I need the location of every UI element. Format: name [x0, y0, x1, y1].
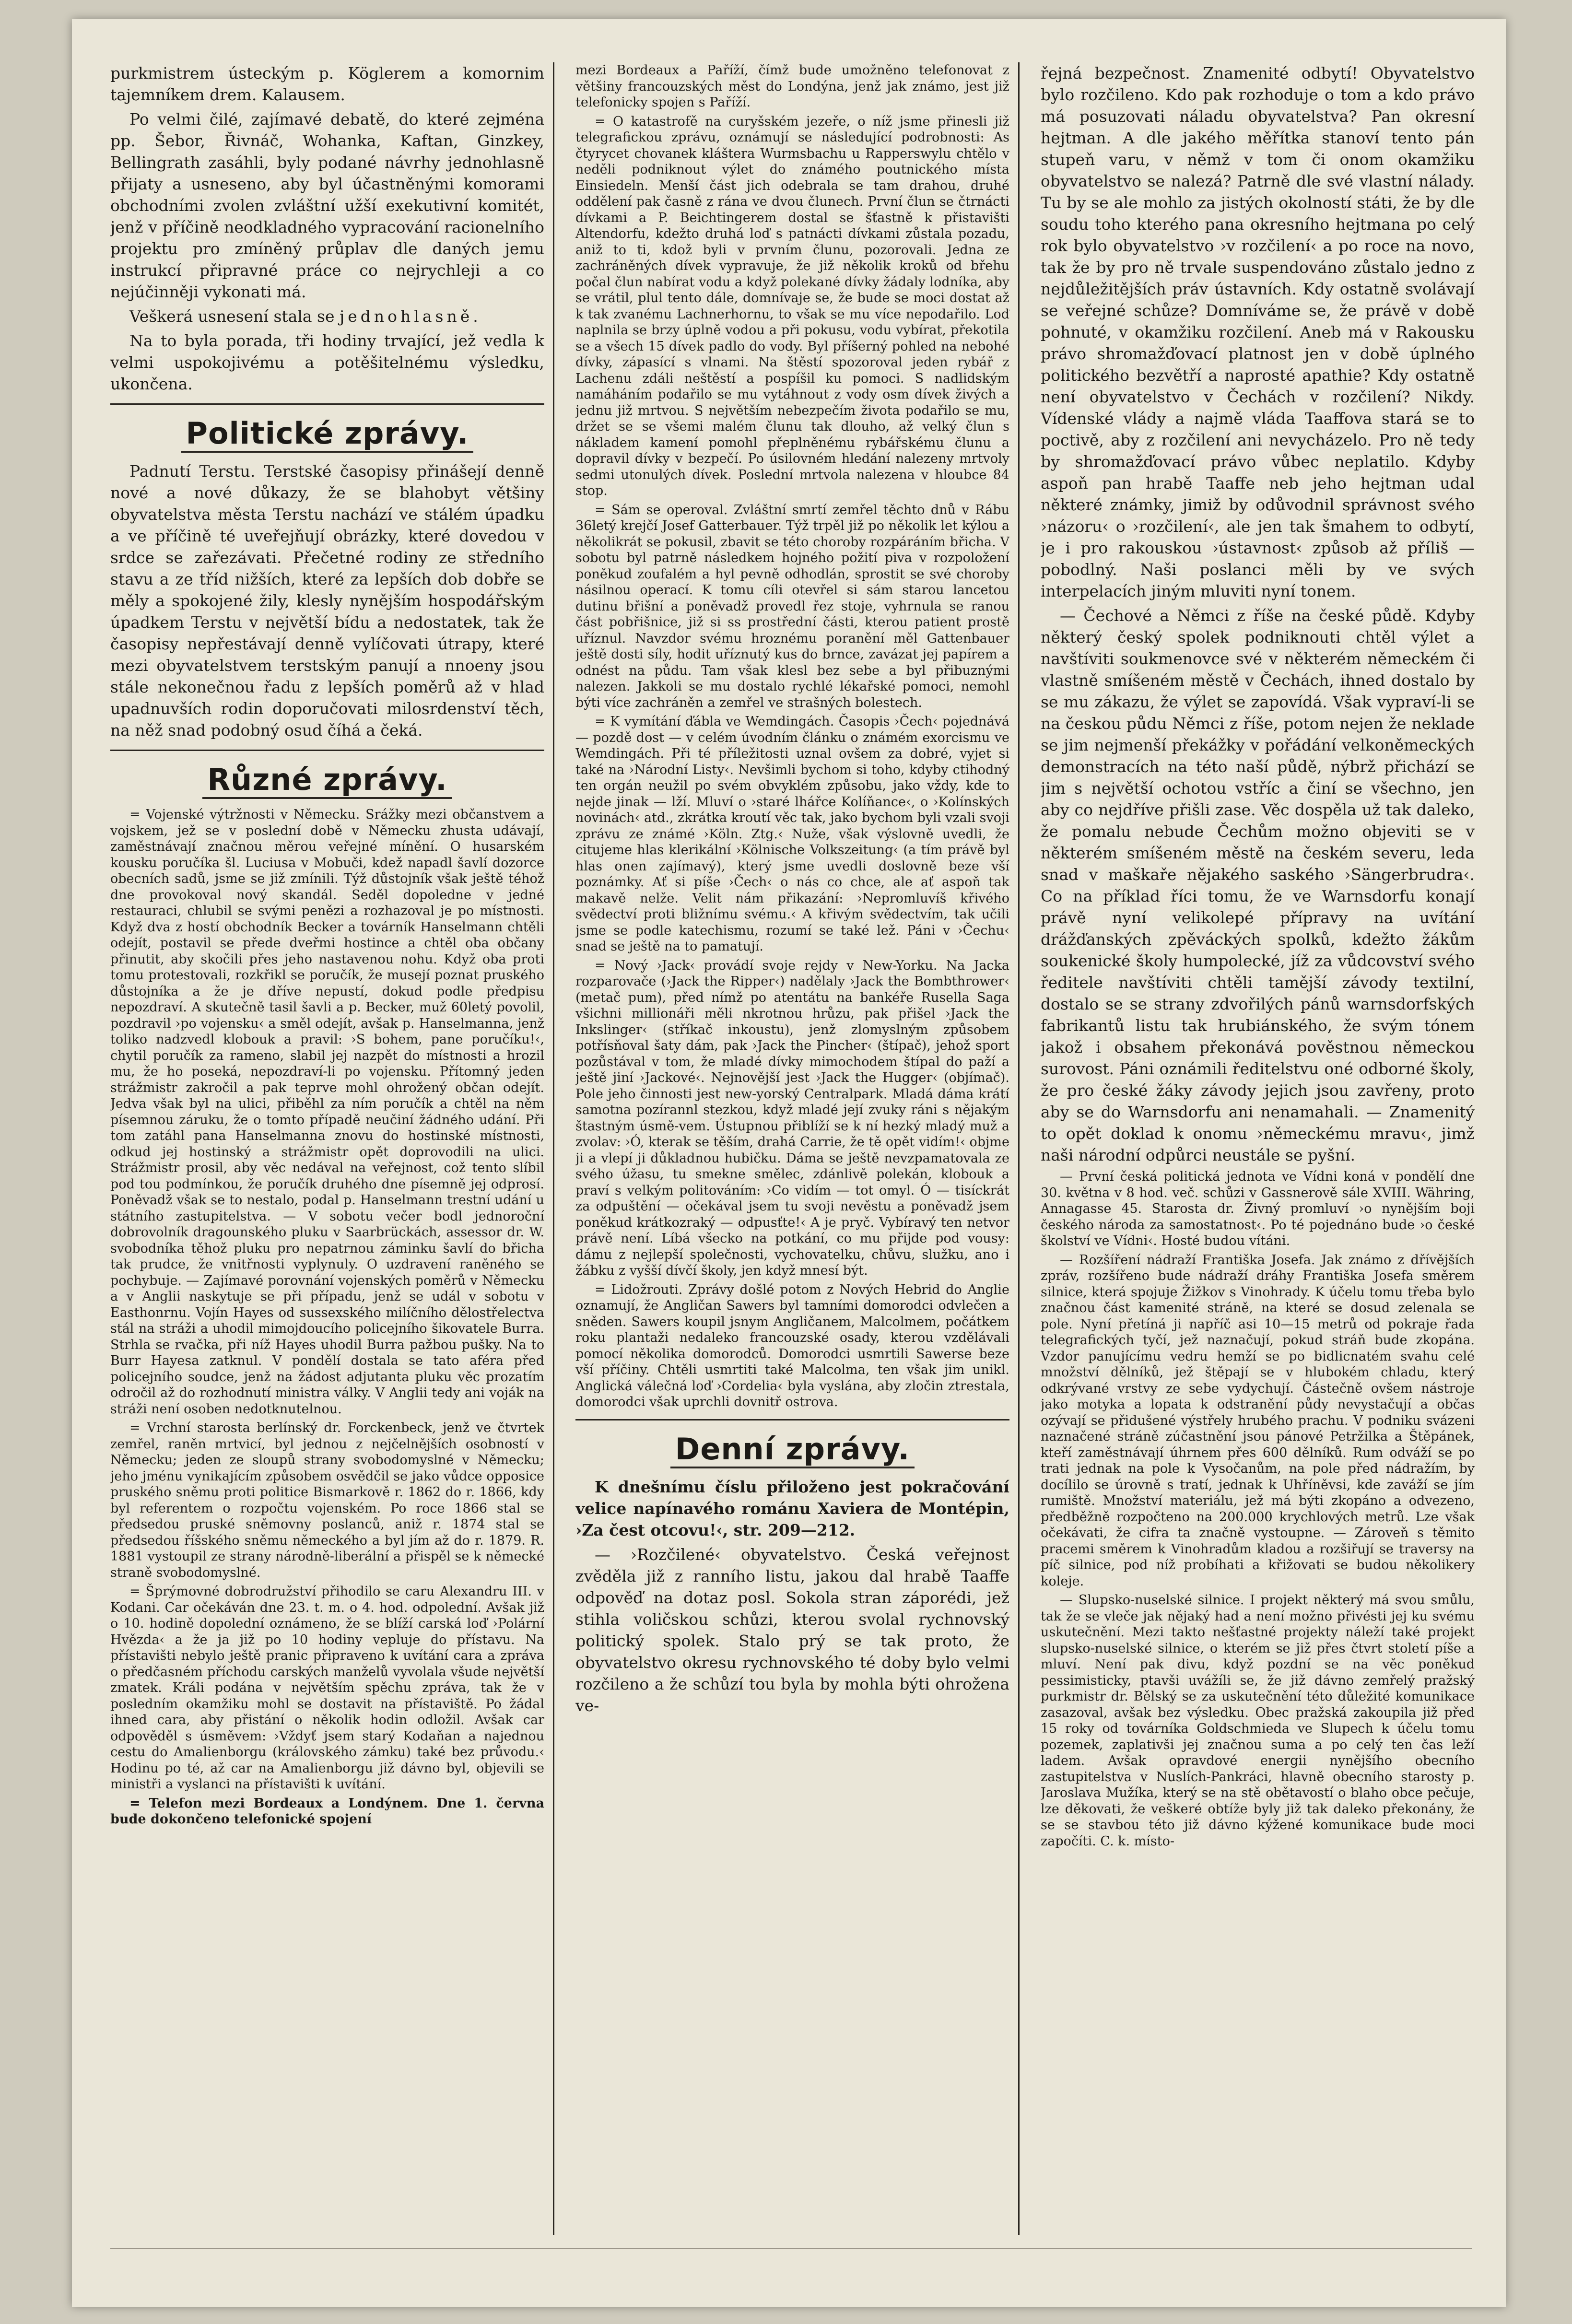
article-paragraph: Po velmi čilé, zajímavé debatě, do které zejména pp. Šebor, Řivnáč, Wohanka, Kaftan, Ginzkey, Bellingrath zasáhli, byly podané návrhy jednohlasně přijaty a usneseno, aby byl účastněnými komorami obchodními zvolen zvláštní užší exekutivní komitét, jenž v příčině neodkladného vypracování racionelního projektu pro zmíněný průplav dle daných jemu instrukcí připravné práce co nejrychleji a co nejúčinněji vykonati má. — [110, 110, 544, 301]
section-heading-politicke — [110, 415, 544, 452]
column-2 — [575, 62, 1009, 2235]
article-paragraph: = Vrchní starosta berlínský dr. Forckenbeck, jenž ve čtvrtek zemřel, raněn mrtvicí, byl jednou z nejčelnějších osobností v Německu; jeden ze sloupů strany svobodomyslné v Německu; jeho jménu vynikajícím způsobem osvědčil se jako vůdce opposice pruského sněmu proti politice Bismarkově r. 1862 do r. 1866, kdy byl referentem o rozpočtu vojenském. Po roce 1866 stal se předsedou pruské sněmovny poslanců, aniž r. 1874 stal se předsedou říšského sněmu německého a byl jím až do r. 1879. R. 1881 vystoupil ze strany národně-liberální a přispěl se k německé straně svobodomyslné. — [110, 1420, 544, 1580]
page-bottom-margin — [110, 2248, 1472, 2278]
article-paragraph: K dnešnímu číslu přiloženo jest pokračování velice napínavého románu Xaviera de Montépin, ›Za čest otcovu!‹, str. 209—212. — [575, 1477, 1009, 1539]
columns — [110, 62, 1475, 2235]
article-paragraph: Na to byla porada, tři hodiny trvající, jež vedla k velmi uspokojivému a potěšitelnému výsledku, ukončena. — [110, 331, 544, 393]
column-1 — [110, 62, 544, 2235]
article-paragraph: — Čechové a Němci z říše na české půdě. Kdyby některý český spolek podniknouti chtěl výlet a navštíviti soukmenovce své v některém německém či vlastně smíšeném městě v Čechách, ihned dostalo by se mu zákazu, že výlet se zapovídá. Však vypraví-li se na českou půdu Němci z říše, potom nejen že neklade se jim nejmenší překážky v pořádání velkoněmeckých demonstracích na této naší půdě, nýbrž přichází se jim s největší ochotou vstříc a činí se všechno, jen aby co nejdříve přišli zase. Věc dospěla už tak daleko, že pomalu nebude Čechům možno objeviti se v některém smíšeném městě na českém severu, leda snad v maškaře nějakého saského ›Sängerbrudra‹. Co na příklad říci tomu, že ve Warnsdorfu konají právě nyní velikolepé přípravy na uvítání drážďanských zpěváckých spolků, kdežto žákům soukenické školy humpolecké, jíž za vůdcovství svého ředitele navštíviti chtěli tamější závody textilní, dostalo se se strany zdvořilých pánů warnsdorfských fabrikantů listu tak hrubiánského, že svým tónem jakož i obsahem překonává pověstnou německou surovost. Páni oznámili ředitelstvu oné odborné školy, že pro české žáky závody jejich jsou zavřeny, proto aby se do Warnsdorfu ani nenamahali. — Znamenitý to opět doklad k onomu ›německému mravu‹, jimž naši národní odpůrci neustále se pyšní. — [1041, 606, 1475, 1164]
article-paragraph: = Vojenské výtržnosti v Německu. Srážky mezi občanstvem a vojskem, jež se v poslední době v Německu zhusta udávají, zaměstnávají značnou měrou veřejné mínění. O husarském kousku poručíka šl. Luciusa v Mobuči, kdež napadl šavlí dozorce obecních sadů, jsme se již zmínili. Týž důstojník však ještě téhož dne provokoval nový skandál. Seděl dopoledne v jedné restauraci, chlubil se svými penězi a rozhazoval je po místnosti. Když dva z hostí obchodník Becker a továrník Hanselmann chtěli odejít, postavil se přede dveřmi hostince a chtěl oba občany přinutit, aby skočili přes jeho nastavenou nohu. Když oba proti tomu protestovali, rozkřikl se poručík, že musejí poznat pruského důstojníka a že je dříve nepustí, dokud podle předpisu nepozdraví. A skutečně tasil šavli a p. Becker, muž 60letý povolil, pozdravil ›po vojensku‹ a směl odejít, avšak p. Hanselmanna, jenž toliko nadzvedl klobouk a pravil: ›S bohem, pane poručíku!‹, chytil poručík za rameno, slabil jej nazpět do místnosti a hrozil mu, že ho poseká, nepozdraví-li po vojensku. Přítomný jeden strážmistr zakročil a pak teprve mohl ohrožený občan odejít. Jedva však byl na ulici, přiběhl za ním poručík a chtěl na něm písemnou záruku, že o tomto případě neučiní žádného udání. Při tom zatáhl pana Hanselmanna znovu do hostinské místnosti, odkud jej hostinský a strážmistr opět doprovodili na ulici. Strážmistr prosil, aby věc nedával na veřejnost, což tento slíbil pod tou podmínkou, že poručík druhého dne písemně jej odprosí. Poněvadž však se to nestalo, podal p. Hanselmann trestní udání u státního zastupitelstva. — V sobotu večer bodl jednoroční dobrovolník dragounského pluku v Saarbrückách, assessor dr. W. svobodníka těhož pluku pro nepatrnou záminku šavlí do břicha tak prudce, že vnitřnosti vyplynuly. O uzdravení raněného se pochybuje. — Zajímavé porovnání vojenských poměrů v Německu a v Anglii naskytuje se při případu, jenž se udál v sobotu v Easthonrnu. Vojín Hayes od sussexského milíčního dělostřelectva stál na stráži a uhodil mimojdoucího policejního šikovatele Burra. Strhla se rvačka, při níž Hayes uhodil Burra pažbou pušky. Na to Burr Hayesa zatknul. V pondělí dostala se tato aféra před policejního soudce, jenž na žádost adjutanta pluku věc prozatím odročil až do rozhodnutí ministra války. V Anglii tedy ani voják na stráži není osoben nedotknutelnou. — [110, 807, 544, 1417]
article-paragraph: = O katastrofě na curyšském jezeře, o níž jsme přinesli již telegrafickou zprávu, oznámují se následující podrobnosti: As čtyrycet chovanek kláštera Wurmsbachu u Rapperswylu chtělo v neděli podniknout výlet do známého poutnického místa Einsiedeln. Menší část jich odebrala se tam drahou, druhé oddělení pak časně z rána ve dvou člunech. První člun se čtrnácti dívkami a P. Beichtingerem dostal se šťastně k přistavišti Altendorfu, kdežto druhá loď s patnácti dívkami zůstala pozadu, aniž to ti, kdož byli v prvním člunu, pozorovali. Jedna ze zachráněných dívek vypravuje, že již několik kroků od břehu počal člun nabírat vodu a když polekané dívky žádaly lodníka, aby se vrátil, plul tento dále, domnívaje se, že bude se moci dostat až k tak zvanému Lachnerhornu, to však se mu více nepodařilo. Loď naplnila se brzy úplně vodou a při pokusu, vodu vybírat, překotila se a všech 15 dívek padlo do vody. Byl příšerný pohled na nebohé dívky, zápasící s vlnami. Na štěstí spozoroval jeden rybář z Lachenu zdáli neštěstí a pospíšil ku pomoci. S nadlidským namáháním podařilo se mu vytáhnout z vody osm dívek živých a jednu již mrtvou. S největším nebezpečím života podařilo se mu, držet se se všemi malém člunu tak dlouho, až velký člun s nákladem kamení pomohl přeplněnému rybářskému člunu a dopravil dívky v bezpečí. Po úsilovném hledání nalezeny mrtvoly sedmi utonulých dívek. Poslední mrtvola nalezena v hloubce 84 stop. — [575, 114, 1009, 498]
article-paragraph: = K vymítání ďábla ve Wemdingách. Časopis ›Čech‹ pojednává — pozdě dost — v celém úvodním článku o známém exorcismu ve Wemdingách. Při té příležitosti uznal ovšem za dobré, vyjet si také na ›Národní Listy‹. Nevšimli bychom si toho, kdyby ctihodný ten orgán neužil po svém obvyklém způsobu, jako vždy, kde to nejde jinak — lží. Mluví o ›staré lhářce Kolíňance‹, o ›Kolínských novinách‹ atd., zkrátka kroutí věc tak, jako bychom byli vzali svoji zprávu ze známé ›Köln. Ztg.‹ Nuže, však výslovně uvedli, že citujeme hlas klerikální ›Kölnische Volkszeitung‹ (a tím právě byl hlas onen zajímavý), který jsme uvedli doslovně beze vší poznámky. Ať si píše ›Čech‹ o nás co chce, ale ať aspoň tak makavě nelže. Velit nám přikazání: ›Nepromluvíš křivého svědectví proti bližnímu svému.‹ A křivým svědectvím, tak učili jsme se podle katechismu, rozumí se také lež. Páni v ›Čechu‹ snad se ještě na to pamatují. — [575, 714, 1009, 954]
heading-text: Denní zprávy. — [670, 1432, 915, 1468]
section-rule — [110, 403, 544, 405]
article-paragraph: mezi Bordeaux a Paříží, čímž bude umožněno telefonovat z většiny francouzských měst do Londýna, jenž jak známo, jest již telefonicky spojen s Paříží. — [575, 63, 1009, 110]
article-paragraph: purkmistrem ústeckým p. Köglerem a komornim tajemníkem drem. Kalausem. — [110, 64, 544, 104]
column-3 — [1041, 62, 1475, 2235]
text-span-spaced: jednohlasně. — [340, 307, 481, 326]
article-paragraph: Padnutí Terstu. Terstské časopisy přinášejí denně nové a nové důkazy, že se blahobyt většiny obyvatelstva města Terstu nachází ve stálém úpadku a ve příčině té uveřejňují obrázky, které dovedou v srdce se zařezávati. Přečetné rodiny ze středního stavu a ze tříd nižších, které za lepších dob dobře se měly a spokojené žily, klesly nynějším hospodářským úpadkem Terstu v největší bídu a nedostatek, tak že časopisy nepřestávají denně vylíčovati útrapy, které mezi obyvatelstvem terstským panují a nnoeny jsou stále nekonečnou řadu z lepších poměrů až v hlad upadnuvších rodin doporučovati milosrdenství těch, na něž snad podobný osud číhá a čeká. — [110, 462, 544, 739]
article-paragraph: = Šprýmovné dobrodružství přihodilo se caru Alexandru III. v Kodani. Car očekáván dne 23. t. m. o 4. hod. odpolední. Avšak již o 10. hodině dopolední oznámeno, že se blíží carská loď ›Polární Hvězda‹ a že ja již po 10 hodiny vepluje do přístavu. Na přístavišti nebylo ještě pranic připraveno k uvítání cara a zpráva o předčasném příchodu carských manželů vyvolala všude největší zmatek. Králi podána v největším spěchu zpráva, tak že v posledním okamžiku mohl se dostavit na přístaviště. Po žádal ihned cara, aby přistání o několik hodin odložil. Avšak car odpověděl s úsměvem: ›Vždyť jsem starý Kodaňan a najednou cestu do Amalienborgu (královského zámku) také bez průvodu.‹ Hodinu po té, až car na Amalienborgu již dávno byl, objevili se ministři a vyslanci na přístavišti k uvítání. — [110, 1584, 544, 1792]
heading-text: Politické zprávy. — [181, 416, 474, 453]
newspaper-page — [72, 19, 1506, 2307]
section-heading-denni — [575, 1431, 1009, 1467]
section-rule — [110, 750, 544, 751]
article-paragraph: = Sám se operoval. Zvláštní smrtí zemřel těchto dnů v Rábu 36letý krejčí Josef Gatterbauer. Týž trpěl již po několik let kýlou a několikrát se pokusil, zbavit se této choroby rozpáráním břicha. V sobotu byl patrně následkem hojného požití piva v rozpoložení poněkud zoufalém a hyl pevně odhodlán, sprostit se své choroby násilnou operací. K tomu cíli otevřel si sám starou lancetou dutinu břišní a poněvadž provedl řez stoje, vyhrnula se ranou část pobřišnice, již si ss prostřední části, kterou patient prostě uříznul. Navzdor svému hroznému poranění měl Gattenbauer ještě dosti síly, hodit uříznutý kus do brnce, zavázat jej papírem a odnést na půdu. Tam však klesl bez sebe a byl přibuznými nalezen. Jakkoli se mu dostalo rychlé lékařské pomoci, nemohl býti více zachráněn a zemřel ve strašných bolestech. — [575, 502, 1009, 710]
article-paragraph: — Rozšíření nádraží Františka Josefa. Jak známo z dřívějších zpráv, rozšířeno bude nádraží dráhy Františka Josefa směrem silnice, která spojuje Žižkov s Vinohrady. K účelu tomu třeba bylo značnou část kamenité stráně, na které se dosud zelenala se pole. Nyní přetíná ji napříč asi 10—15 metrů od pokraje řada telegrafických tyčí, jež naznačují, pokud stráň bude zkopána. Vzdor panujícímu vedru hemží se po bidlicnatém svahu celé množství dělníků, jež štěpají se v hlubokém chladu, který odkrývané vrstvy ze sebe vydychují. Částečně ovšem nástroje jako motyka a lopata k odstranění půdy nevystačují a občas ozývají se přidušené výstřely hrubého prachu. V podniku svázeni naznačené stráně zúčastnění jsou pánové Petržilka a Štěpánek, kteří zaměstnávají úhrnem přes 600 dělníků. Rum odváží se po trati jednak na pole k Vysočanům, na pole před nádražím, by docílilo se úrovně s tratí, jednak k Uhříněvsi, kde zaváží se jím rumiště. Množství materiálu, jež má býti zkopáno a odvezeno, předběžně rozpočteno na 200.000 krychlových metrů. Lze však očekávati, že cifra ta značně vystoupne. — Zároveň s těmito pracemi směrem k Vinohradům kladou a rozšiřují se traversy na píč silnice, pod níž probíhati a křižovati se budou několikery koleje. — [1041, 1252, 1475, 1589]
article-paragraph: — První česká politická jednota ve Vídni koná v pondělí dne 30. května v 8 hod. več. schůzi v Gassnerově sále XVIII. Währing, Annagasse 45. Starosta dr. Živný promluví ›o nynějším boji českého národa za samostatnost‹. Po té pojednáno bude ›o české školství ve Vídni‹. Hosté budou vítáni. — [1041, 1169, 1475, 1248]
article-paragraph: — Slupsko-nuselské silnice. I projekt některý má svou smůlu, tak že se vleče jak nějaký had a není možno přivésti jej ku svému uskutečnění. Mezi takto nešťastné projekty náleží také projekt slupsko-nuselské silnice, o kterém se již přes čtvrt století píše a mluví. Není pak divu, když pozdní se na věc poněkud pessimisticky, ptavši uvážíli se, že již dávno zemřelý pražský purkmistr dr. Bělský se za uskutečnění této důležité komunikace zasazoval, avšak bez výsledku. Obec pražská zakoupila již před 15 roky od továrníka Goldschmieda ve Slupech k účelu tomu pozemek, zaplativši jej značnou suma a po celý ten čas leží ladem. Avšak opravdové energii nynějšího obecního zastupitelstva v Nuslích-Pankráci, hlavně obecního starosty p. Jaroslava Mužíka, který se na stě obětavostí o blaho obce pečuje, lze děkovati, že veškeré obtíže byly již tak daleko překonány, že se se stavbou této již dávno kýžené komunikace bude moci započíti. C. k. místo- — [1041, 1593, 1475, 1849]
heading-text: Různé zprávy. — [202, 762, 452, 799]
article-paragraph: = Lidožrouti. Zprávy došlé potom z Nových Hebrid do Anglie oznamují, že Angličan Sawers byl tamními domorodci odvlečen a sněden. Sawers koupil jsnym Angličanem, Malcolmem, počátkem roku plantaži nedaleko francouzské osady, kterou vzdělávali pomocí několika domorodců. Domorodci usmrtili Sawerse beze vší příčiny. Chtěli usmrtiti také Malcolma, ten však jim unikl. Anglická válečná loď ›Cordelia‹ byla vyslána, aby zločin ztrestala, domorodci však uprchli dovnitř ostrova. — [575, 1282, 1009, 1409]
article-paragraph: = Telefon mezi Bordeaux a Londýnem. Dne 1. června bude dokončeno telefonické spojení — [110, 1796, 544, 1827]
section-heading-ruzne — [110, 762, 544, 798]
text-span: Veškerá usnesení stala se — [129, 307, 335, 326]
article-paragraph: — ›Rozčilené‹ obyvatelstvo. Česká veřejnost zvěděla již z ranního listu, jakou dal hrabě Taaffe odpověď na dotaz posl. Sokola stran záporédi, jež stihla voličskou schůzi, kterou svolal rychnovský politický spolek. Stalo prý se tak proto, že obyvatelstvo okresu rychnovského té doby bylo velmi rozčileno a že schůzí tou byla by mohla býti ohrožena ve- — [575, 1545, 1009, 1715]
section-rule — [575, 1419, 1009, 1420]
article-paragraph — [110, 305, 544, 327]
article-paragraph: řejná bezpečnost. Znamenité odbytí! Obyvatelstvo bylo rozčileno. Kdo pak rozhoduje o tom a kdo právo má posuzovati náladu obyvatelstva? Pan okresní hejtman. A dle jakého měřítka stanoví tento pán stupeň varu, v němž v tom či onom okamžiku obyvatelstvo se nalezá? Patrně dle své vlastní nálady. Tu by se ale mohlo za jistých okolností státi, že by dle soudu toho kterého pana okresního hejtmana po celý rok bylo obyvatelstvo ›v rozčilení‹ a po roce na novo, tak že by pro ně trvale suspendováno zůstalo jedno z nejdůležitějších práv ústavních. Kdy ostatně svolávají se veřejné schůze? Domníváme se, že právě v době pohnuté, v okamžiku rozčilení. Aneb má v Rakousku právo shromažďovací platnost jen v době úplného politického bezvětří a naprosté apathie? Kdy ostatně není obyvatelstvo v Čechách v rozčilení? Nikdy. Vídenské vlády a najmě vláda Taaffova stará se to poctivě, aby z rozčilení ani nevycházelo. Pro ně tedy by shromažďovací právo vůbec neplatilo. Kdyby aspoň pan hrabě Taaffe neb jeho hejtman udal některé známky, jimiž by odůvodnil správnost svého ›názoru‹ o ›rozčilení‹, ale jen tak šmahem to odbytí, je i pro rakouskou ›ústavnost‹ způsob až příliš — pobodlný. Naši poslanci měli by ve svých interpelacích jiným mluviti nyní tonem. — [1041, 64, 1475, 600]
article-paragraph: = Nový ›Jack‹ provádí svoje rejdy v New-Yorku. Na Jacka rozparovače (›Jack the Ripper‹) nadělaly ›Jack the Bombthrower‹ (metač pum), před nímž po atentátu na bankéře Rusella Saga všichni millionáři měli nkrotnou hrůzu, pak přišel ›Jack the Inkslinger‹ (stříkač inkoustu), jenž zlomyslným způsobem potřísňoval šaty dám, pak ›Jack the Pincher‹ (štípač), jehož sport pozůstával v tom, že mladé dívky mimochodem štípal do paží a ještě jiní ›Jackové‹. Nejnovější jest ›Jack the Hugger‹ (objímač). Pole jeho činnosti jest new-yorský Centralpark. Mladá dáma krátí samotna pozírannl stezkou, když mladé její zvuky ráni s nějakým štastným úsmě-vem. Ústupnou přiblíží se k ní hezký mladý muž a zvolav: ›Ó, kterak se těším, drahá Carrie, že tě opět vidím!‹ objme ji a vlepí ji důkladnou hubičku. Dáma se ještě nevzpamatovala ze svého úžasu, tu smekne smělec, zdánlivě polekán, klobouk a praví s velkým politováním: ›Co vidím — tot omyl. Ó — tisíckrát za odpuštění — očekával jsem tu svoji nevěstu a poněvadž jsem poněkud krátkozraký — odpusťte!‹ A je pryč. Vybíravý ten netvor právě není. Líbá všecko na potkání, co mu přijde pod vousy: dámu z nejlepší společnosti, vychovatelku, chůvu, služku, ano i žábku z vyšší dívčí školy, jen když mnesí být. — [575, 958, 1009, 1278]
